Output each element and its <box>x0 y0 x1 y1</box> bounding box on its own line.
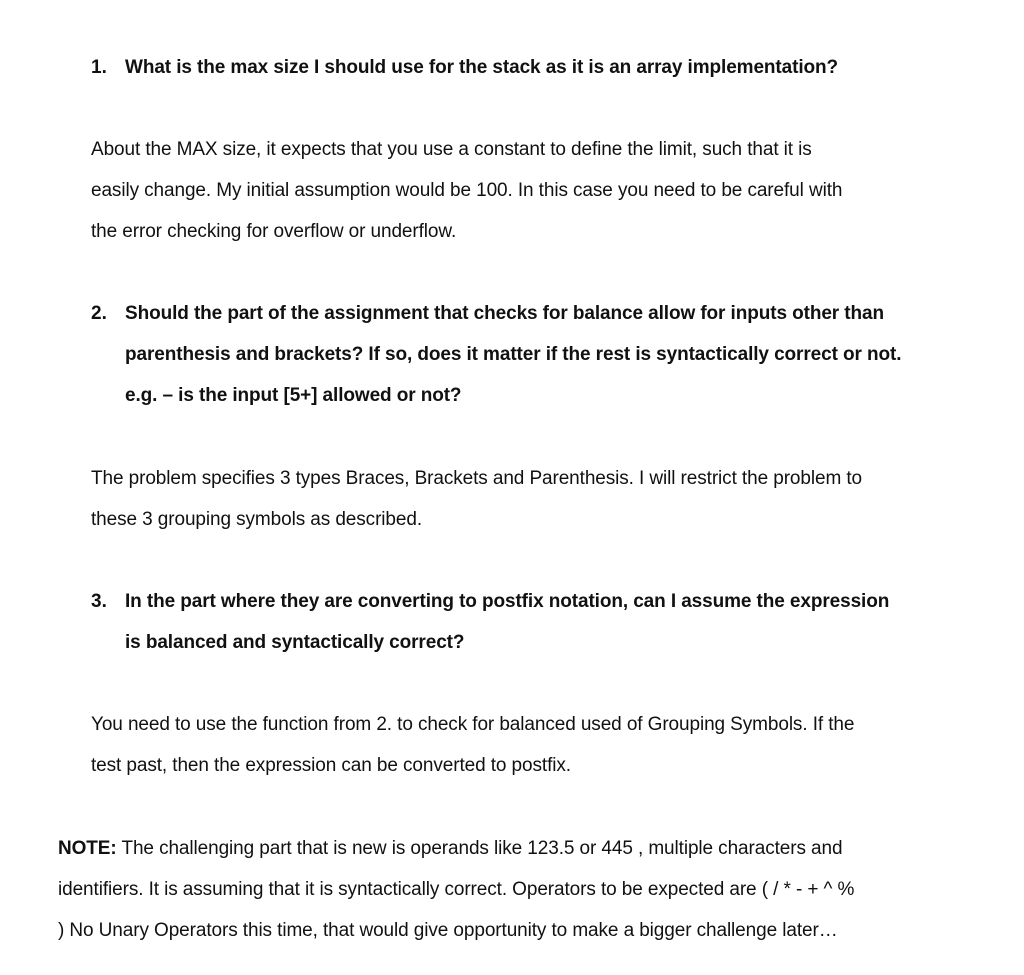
question-1-line-1: What is the max size I should use for the stack as it is an array implementation? <box>125 57 839 78</box>
answer-3-line-1: You need to use the function from 2. to check for balanced used of Grouping Symbols. If the <box>91 714 855 735</box>
note-text-1: The challenging part that is new is operands like 123.5 or 445 , multiple characters and <box>116 838 843 859</box>
question-3-line-2: is balanced and syntactically correct? <box>125 632 465 653</box>
question-2-line-3: e.g. – is the input [5+] allowed or not? <box>125 385 462 406</box>
note-label: NOTE: <box>58 838 117 859</box>
answer-1-line-3: the error checking for overflow or underflow. <box>91 221 457 242</box>
question-2-line-1: Should the part of the assignment that checks for balance allow for inputs other than <box>125 303 884 324</box>
answer-1-line-1: About the MAX size, it expects that you use a constant to define the limit, such that it is <box>91 139 812 160</box>
answer-3-line-2: test past, then the expression can be converted to postfix. <box>91 755 571 776</box>
note-line-1 <box>58 837 842 861</box>
answer-2-line-1: The problem specifies 3 types Braces, Brackets and Parenthesis. I will restrict the problem to <box>91 468 862 489</box>
note-line-3: ) No Unary Operators this time, that would give opportunity to make a bigger challenge later… <box>58 920 838 941</box>
answer-2-line-2: these 3 grouping symbols as described. <box>91 509 423 530</box>
question-2-number: 2. <box>91 303 107 324</box>
note-line-2: identifiers. It is assuming that it is syntactically correct. Operators to be expected are ( / * - + ^ % <box>58 879 855 900</box>
question-2-line-2: parenthesis and brackets? If so, does it matter if the rest is syntactically correct or not. <box>125 344 902 365</box>
question-3-line-1: In the part where they are converting to postfix notation, can I assume the expression <box>125 591 890 612</box>
answer-1-line-2: easily change. My initial assumption would be 100. In this case you need to be careful with <box>91 180 843 201</box>
question-3-number: 3. <box>91 591 107 612</box>
question-1-number: 1. <box>91 57 107 78</box>
